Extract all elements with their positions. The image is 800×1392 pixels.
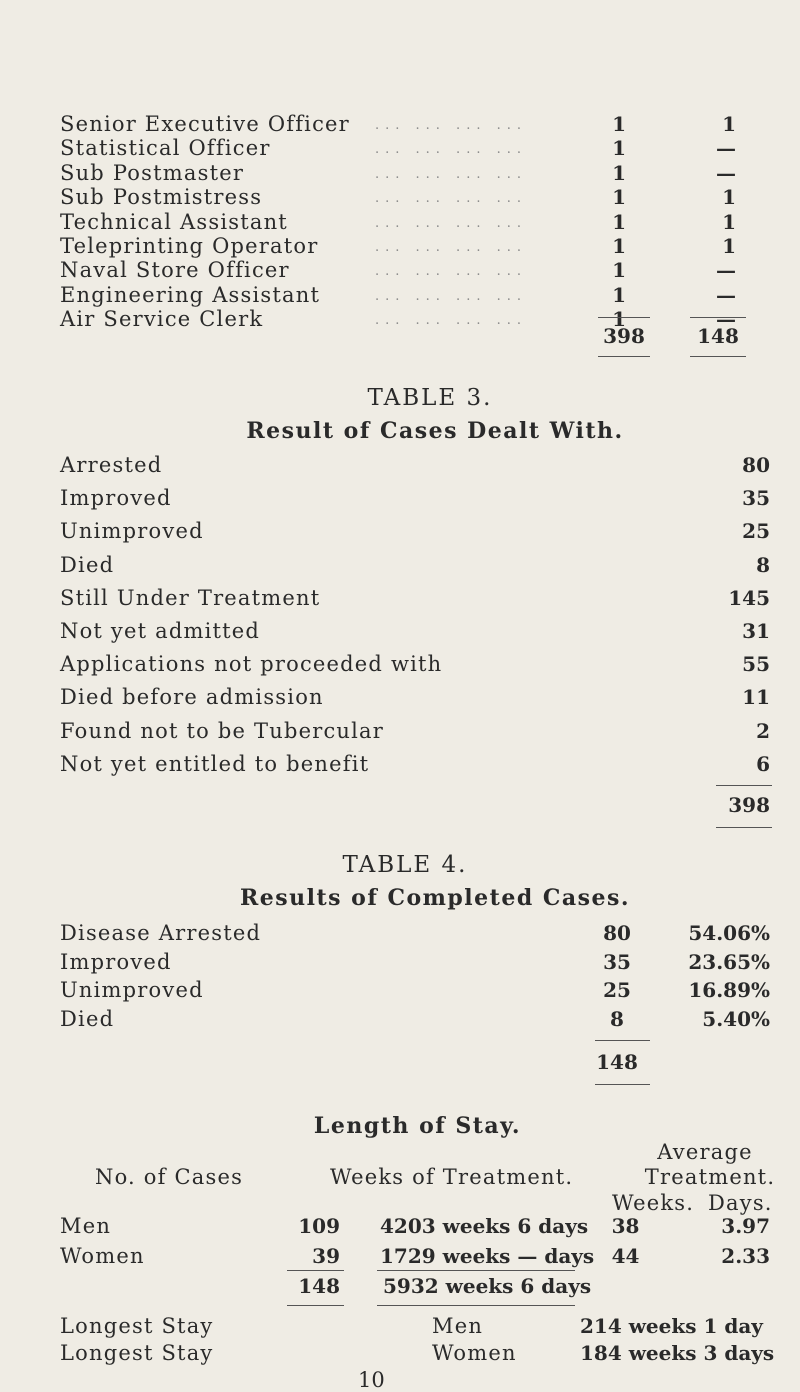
- divider: [377, 1270, 575, 1271]
- leader-dots: ... ... ... ...: [375, 313, 527, 329]
- staff-name: Technical Assistant: [60, 209, 288, 234]
- staff-name: Senior Executive Officer: [60, 112, 350, 136]
- leader-dots: ... ... ... ...: [375, 240, 527, 255]
- stay-col-avg-days: Days.: [708, 1191, 773, 1215]
- table4-total: 148: [596, 1050, 638, 1074]
- stay-avg-days: 3.97: [721, 1214, 770, 1238]
- staff-count-a: 1: [612, 112, 626, 136]
- table3-label: Improved: [60, 486, 172, 511]
- stay-total-weeks: 5932 weeks 6 days: [383, 1274, 592, 1298]
- staff-count-b: 1: [722, 185, 736, 210]
- staff-count-a: 1: [612, 209, 626, 234]
- staff-count-a: 1: [612, 258, 626, 283]
- stay-avg-days: 2.33: [721, 1244, 770, 1268]
- table3-label: Not yet admitted: [60, 619, 261, 643]
- divider: [595, 1040, 650, 1041]
- leader-dots: ... ... ... ...: [375, 118, 527, 133]
- stay-col-avg: Average: [657, 1140, 753, 1164]
- table3-value: 35: [742, 486, 770, 511]
- divider: [690, 356, 746, 357]
- table4-value: 25: [603, 978, 631, 1002]
- staff-count-b: —: [716, 160, 736, 185]
- leader-dots: ... ... ... ...: [375, 142, 527, 158]
- leader-dots: ... ... ... ...: [375, 264, 527, 280]
- stay-label: Men: [60, 1214, 112, 1238]
- table3-value: 55: [742, 652, 770, 677]
- table4-pct: 54.06%: [688, 921, 770, 945]
- table3-value: 31: [742, 619, 770, 643]
- staff-count-a: 1: [612, 160, 626, 185]
- longest-value: 214 weeks 1 day: [580, 1314, 763, 1338]
- divider: [595, 1084, 650, 1085]
- table4-label: Improved: [60, 949, 172, 974]
- staff-count-b: 1: [722, 112, 736, 136]
- divider: [598, 317, 650, 318]
- staff-count-b: 1: [722, 209, 736, 234]
- table4-value: 8: [610, 1006, 624, 1031]
- staff-count-b: —: [716, 258, 736, 283]
- table3-label: Died before admission: [60, 685, 324, 710]
- staff-count-a: 1: [612, 282, 626, 307]
- table4-pct: 16.89%: [688, 978, 770, 1002]
- staff-count-a: 1: [612, 136, 626, 161]
- table3-value: 80: [742, 453, 770, 477]
- leader-dots: ... ... ... ...: [375, 215, 527, 231]
- leader-dots: ... ... ... ...: [375, 288, 527, 304]
- table3-value: 6: [756, 751, 770, 776]
- longest-label: Longest Stay: [60, 1341, 214, 1365]
- stay-title: Length of Stay.: [313, 1113, 522, 1139]
- staff-name: Sub Postmaster: [60, 160, 245, 185]
- page-number: 10: [358, 1368, 385, 1392]
- table4-value: 80: [603, 921, 631, 945]
- stay-cases: 109: [298, 1214, 340, 1238]
- staff-name: Teleprinting Operator: [60, 234, 319, 258]
- longest-value: 184 weeks 3 days: [580, 1341, 775, 1365]
- staff-name: Naval Store Officer: [60, 258, 290, 283]
- table4-value: 35: [603, 949, 631, 974]
- leader-dots: ... ... ... ...: [375, 166, 527, 182]
- divider: [716, 827, 772, 828]
- stay-col-cases: No. of Cases: [95, 1165, 244, 1189]
- table4-subtitle: Results of Completed Cases.: [239, 885, 631, 911]
- stay-col-weeks: Weeks of Treatment.: [330, 1165, 574, 1189]
- table4-label: Disease Arrested: [60, 921, 262, 945]
- table3-label: Found not to be Tubercular: [60, 718, 385, 743]
- table3-subtitle: Result of Cases Dealt With.: [246, 418, 624, 444]
- stay-weeks: 1729 weeks — days: [380, 1244, 595, 1268]
- divider: [690, 317, 746, 318]
- longest-who: Men: [432, 1314, 484, 1338]
- staff-count-b: 1: [722, 234, 736, 258]
- stay-avg-weeks: 38: [611, 1214, 640, 1238]
- divider: [716, 785, 772, 786]
- table3-value: 25: [742, 519, 770, 544]
- leader-dots: ... ... ... ...: [375, 191, 527, 207]
- stay-weeks: 4203 weeks 6 days: [380, 1214, 589, 1238]
- stay-cases: 39: [312, 1244, 340, 1268]
- table3-label: Still Under Treatment: [60, 585, 321, 610]
- stay-total-cases: 148: [298, 1274, 340, 1298]
- divider: [287, 1305, 344, 1306]
- table4-label: Unimproved: [60, 978, 204, 1002]
- divider: [377, 1305, 575, 1306]
- staff-count-b: —: [716, 307, 736, 332]
- stay-avg-weeks: 44: [611, 1244, 640, 1268]
- table3-value: 11: [742, 685, 770, 710]
- staff-name: Statistical Officer: [60, 136, 271, 161]
- table3-label: Unimproved: [60, 519, 204, 544]
- staff-total-a: 398: [603, 324, 645, 348]
- staff-count-a: 1: [612, 234, 626, 258]
- staff-name: Sub Postmistress: [60, 185, 263, 210]
- table3-label: Died: [60, 552, 115, 577]
- table4-pct: 23.65%: [688, 949, 770, 974]
- stay-label: Women: [60, 1244, 145, 1268]
- table3-label: Not yet entitled to benefit: [60, 751, 370, 776]
- staff-count-a: 1: [612, 185, 626, 210]
- divider: [598, 356, 650, 357]
- table4-title: TABLE 4.: [342, 852, 468, 878]
- staff-count-a: 1: [612, 307, 626, 332]
- divider: [287, 1270, 344, 1271]
- stay-col-treatment: Treatment.: [644, 1165, 776, 1189]
- table3-value: 145: [728, 585, 770, 610]
- table3-total: 398: [728, 793, 770, 817]
- staff-count-b: —: [716, 282, 736, 307]
- stay-col-avg-weeks: Weeks.: [612, 1191, 695, 1215]
- staff-name: Air Service Clerk: [60, 307, 264, 332]
- longest-who: Women: [432, 1341, 517, 1365]
- table3-label: Arrested: [60, 453, 163, 477]
- table4-label: Died: [60, 1006, 115, 1031]
- staff-count-b: —: [716, 136, 736, 161]
- table3-value: 8: [756, 552, 770, 577]
- longest-label: Longest Stay: [60, 1314, 214, 1338]
- staff-name: Engineering Assistant: [60, 282, 321, 307]
- table3-label: Applications not proceeded with: [60, 652, 443, 677]
- staff-total-b: 148: [697, 324, 739, 348]
- table3-value: 2: [756, 718, 770, 743]
- table4-pct: 5.40%: [702, 1006, 770, 1031]
- table3-title: TABLE 3.: [367, 385, 493, 411]
